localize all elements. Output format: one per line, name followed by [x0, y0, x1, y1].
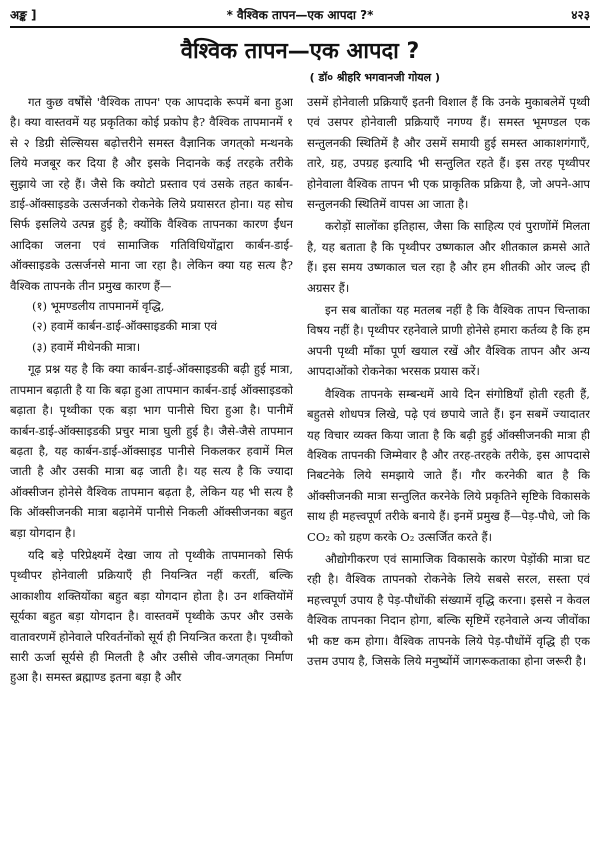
header-divider — [10, 26, 590, 28]
list-item: (१) भूमण्डलीय तापमानमें वृद्धि, — [32, 299, 165, 314]
paragraph: करोड़ों सालोंका इतिहास, जैसा कि साहित्य एवं पुराणोंमें मिलता है, यह बताता है कि पृथ्वीपर उष्णकाल और शीतकाल क्रमसे आते हैं। इस समय उष्णकाल चल रहा है और हम शीतकी ओर जल्द ही अग्रसर हैं। — [307, 219, 590, 295]
left-column — [10, 92, 293, 852]
list-item: (२) हवामें कार्बन-डाई-ऑक्साइडकी मात्रा एवं — [32, 319, 217, 334]
article-title: वैश्विक तापन—एक आपदा ? — [180, 39, 420, 64]
paragraph: यदि बड़े परिप्रेक्ष्यमें देखा जाय तो पृथ्वीके तापमानको सिर्फ पृथ्वीपर होनेवाली प्रक्रियाएँ ही नियन्त्रित नहीं करतीं, बल्कि आकाशीय शक्तियोंका बहुत बड़ा योगदान होता है। उन शक्तियोंमें सूर्यका बहुत बड़ा योगदान है। वास्तवमें पृथ्वीके ऊपर और उसके वातावरणमें होनेवाले परिवर्तनोंको सूर्य ही नियन्त्रित करता है। पृथ्वीको सारी ऊर्जा सूर्यसे ही मिलती है और उसीसे जीव-जगत्‌का निर्माण हुआ है। समस्त ब्रह्माण्ड इतना बड़ा है और — [10, 547, 293, 685]
paragraph: औद्योगीकरण एवं सामाजिक विकासके कारण पेड़ोंकी मात्रा घट रही है। वैश्विक तापनको रोकनेके लिये सबसे सरल, सस्ता एवं महत्त्वपूर्ण उपाय है पेड़-पौधोंकी संख्यामें वृद्धि करना। इससे न केवल वैश्विक तापनका निदान होगा, बल्कि सृष्टिमें रहनेवाले अन्य जीवोंका भी कष्ट कम होगा। वैश्विक तापनके लिये पेड़-पौधोंमें वृद्धि ही एक उत्तम उपाय है, जिसके लिये मनुष्योंमें जागरूकताका होना जरूरी है। — [307, 551, 590, 668]
paragraph: गूढ़ प्रश्न यह है कि क्या कार्बन-डाई-ऑक्साइडकी बढ़ी हुई मात्रा, तापमान बढ़ाती है या कि बढ़ा हुआ तापमान कार्बन-डाई ऑक्साइडको बढ़ाता है। पृथ्वीका एक बड़ा भाग पानीसे घिरा हुआ है। पानीमें कार्बन-डाई-ऑक्साइडकी प्रचुर मात्रा घुली हुई है। जैसे-जैसे तापमान बढ़ता है, यह कार्बन-डाई-ऑक्साइड पानीसे निकलकर हवामें मिल जाती है और उसकी मात्रा बढ़ जाती है। यह सत्य है कि ज्यादा ऑक्सीजन होनेसे वैश्विक तापमान बढ़ता है, लेकिन यह भी सत्य है कि ऑक्सीजनकी मात्रा बढ़ानेमें पानीसे निकली ऑक्सीजनका बहुत बड़ा योगदान है। — [10, 362, 293, 540]
running-title: * वैश्विक तापन—एक आपदा ?* — [226, 8, 374, 22]
paragraph: उसमें होनेवाली प्रक्रियाएँ इतनी विशाल हैं कि उनके मुकाबलेमें पृथ्वी एवं उसपर होनेवाली प्रक्रियाएँ नगण्य हैं। समस्त भूमण्डल एक सन्तुलनकी स्थितिमें है और उसमें समायी हुई समस्त आकाशगंगाएँ, तारे, ग्रह, उपग्रह इत्यादि भी सन्तुलित रहते हैं। इस तरह पृथ्वीपर होनेवाला वैश्विक तापन भी एक प्राकृतिक प्रक्रिया है, जो अपने-आप सन्तुलनकी स्थितिमें वापस आ जाता है। — [307, 95, 590, 212]
article-author: ( डॉ० श्रीहरि भगवानजी गोयल ) — [309, 71, 440, 84]
paragraph: इन सब बातोंका यह मतलब नहीं है कि वैश्विक तापन चिन्ताका विषय नहीं है। पृथ्वीपर रहनेवाले प्राणी होनेसे हमारा कर्तव्य है कि हम अपनी पृथ्वी माँका पूर्ण खयाल रखें और वैश्विक तापन और अन्य आपदाओंको रोकनेका भरसक प्रयास करें। — [307, 303, 590, 379]
right-column — [307, 92, 590, 852]
list-item: (३) हवामें मीथेनकी मात्रा। — [32, 339, 141, 354]
issue-label: अङ्क ] — [10, 8, 37, 22]
paragraph: गत कुछ वर्षोंसे 'वैश्विक तापन' एक आपदाके रूपमें बना हुआ है। क्या वास्तवमें यह प्रकृतिका कोई प्रकोप है? वैश्विक तापमानमें १ से २ डिग्री सेल्सियस बढ़ोत्तरीने समस्त वैज्ञानिक जगत्‌को मन्थनके लिये मजबूर कर दिया है और इसके निदानके कई तरहके तरीके सुझाये जा रहे हैं। जैसे कि क्योटो प्रस्ताव एवं उसके तहत कार्बन-डाई-ऑक्साइडके उत्सर्जनको रोकनेके लिये प्रयासरत होना। यह सोच सिर्फ इसलिये उत्पन्न हुई है; क्योंकि वैश्विक तापनका कारण ईंधन आदिका जलना एवं सामाजिक गतिविधियोंद्वारा कार्बन-डाई-ऑक्साइडके उत्सर्जनसे माना जा रहा है। लेकिन क्या यह सत्य है? वैश्विक तापनके तीन प्रमुख कारण हैं— — [10, 95, 293, 293]
page-number: ४२३ — [571, 8, 590, 22]
running-header — [10, 6, 590, 24]
paragraph: वैश्विक तापनके सम्बन्धमें आये दिन संगोष्ठियाँ होती रहती हैं, बहुतसे शोधपत्र लिखे, पढ़े एवं छपाये जाते हैं। इन सबमें ज्यादातर यह विचार व्यक्त किया जाता है कि बढ़ी हुई ऑक्सीजनकी मात्रा ही वैश्विक तापनकी जिम्मेवार है और तरह-तरहके तरीके, इस आपदासे निबटनेके लिये समझाये जाते हैं। गौर करनेकी बात है कि ऑक्सीजनकी मात्रा सन्तुलित करनेके लिये प्रकृतिने सृष्टिके विकासके साथ ही महत्त्वपूर्ण तरीके बनाये हैं। इनमें प्रमुख हैं—पेड़-पौधे, जो कि CO₂ को ग्रहण करके O₂ उत्सर्जित करते हैं। — [307, 386, 590, 544]
